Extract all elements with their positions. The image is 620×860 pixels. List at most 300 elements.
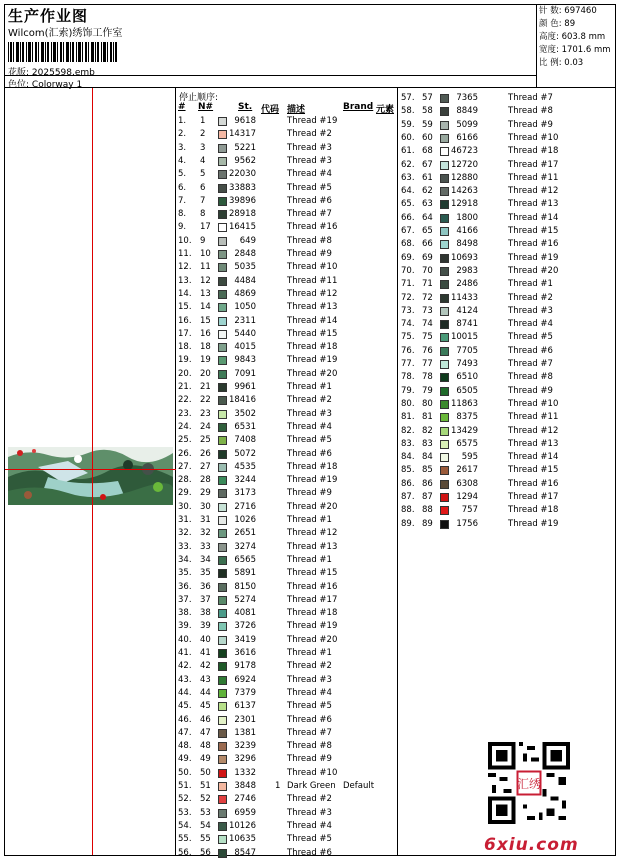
row-index: 41. bbox=[178, 648, 192, 658]
color-swatch bbox=[218, 636, 227, 645]
thread-row bbox=[176, 394, 398, 407]
color-swatch bbox=[440, 480, 449, 489]
row-needle: 25 bbox=[200, 435, 211, 446]
row-needle: 74 bbox=[422, 319, 433, 330]
row-needle: 62 bbox=[422, 186, 433, 197]
row-needle: 37 bbox=[200, 594, 211, 605]
color-swatch bbox=[440, 453, 449, 462]
row-index: 74. bbox=[401, 319, 415, 330]
row-needle: 33 bbox=[200, 541, 211, 552]
row-index: 85. bbox=[401, 465, 415, 476]
row-needle: 8 bbox=[200, 209, 206, 220]
row-index: 67. bbox=[401, 226, 415, 236]
row-index: 47. bbox=[178, 727, 192, 738]
thread-row bbox=[398, 292, 615, 305]
row-needle: 28 bbox=[200, 475, 211, 486]
row-stitches: 10693 bbox=[450, 252, 478, 263]
row-desc: Thread #10 bbox=[287, 262, 338, 273]
row-index: 30. bbox=[178, 501, 192, 512]
row-stitches: 9961 bbox=[234, 382, 256, 392]
row-needle: 81 bbox=[422, 412, 433, 423]
row-index: 20. bbox=[178, 368, 192, 379]
row-index: 40. bbox=[178, 634, 192, 645]
row-stitches: 9178 bbox=[234, 661, 256, 672]
row-index: 6. bbox=[178, 182, 187, 193]
color-swatch bbox=[440, 174, 449, 183]
row-index: 7. bbox=[178, 195, 187, 206]
thread-row bbox=[176, 434, 398, 447]
row-desc: Thread #4 bbox=[287, 687, 332, 698]
row-needle: 24 bbox=[200, 421, 211, 432]
row-index: 31. bbox=[178, 515, 192, 525]
row-desc: Thread #12 bbox=[287, 528, 338, 539]
row-needle: 70 bbox=[422, 265, 433, 276]
row-desc: Thread #5 bbox=[287, 435, 332, 446]
color-swatch bbox=[218, 463, 227, 472]
thread-row bbox=[398, 172, 615, 185]
row-stitches: 5072 bbox=[234, 448, 256, 459]
row-needle: 23 bbox=[200, 408, 211, 419]
row-stitches: 7379 bbox=[234, 687, 256, 698]
row-stitches: 3173 bbox=[234, 488, 256, 499]
thread-row bbox=[398, 478, 615, 491]
color-swatch bbox=[218, 543, 227, 552]
row-needle: 21 bbox=[200, 382, 211, 392]
thread-row bbox=[398, 518, 615, 531]
thread-row bbox=[398, 371, 615, 384]
row-stitches: 6308 bbox=[456, 478, 478, 489]
company-name: Wilcom(汇索)绣饰工作室 bbox=[8, 28, 123, 39]
row-stitches: 8547 bbox=[234, 847, 256, 858]
row-desc: Thread #2 bbox=[287, 661, 332, 672]
thread-row bbox=[176, 288, 398, 301]
row-stitches: 1026 bbox=[234, 515, 256, 525]
color-swatch bbox=[440, 294, 449, 303]
color-swatch bbox=[218, 822, 227, 831]
row-stitches: 5099 bbox=[456, 119, 478, 130]
row-index: 27. bbox=[178, 461, 192, 472]
color-swatch bbox=[218, 263, 227, 272]
color-swatch bbox=[218, 769, 227, 778]
row-needle: 36 bbox=[200, 581, 211, 592]
row-brand: Default bbox=[343, 781, 375, 791]
row-index: 62. bbox=[401, 159, 415, 170]
color-swatch bbox=[440, 320, 449, 329]
row-needle: 17 bbox=[200, 222, 211, 233]
row-desc: Thread #7 bbox=[287, 727, 332, 738]
row-index: 2. bbox=[178, 129, 187, 140]
row-desc: Thread #2 bbox=[287, 129, 332, 140]
row-desc: Thread #19 bbox=[287, 621, 338, 632]
color-swatch bbox=[218, 702, 227, 711]
color-swatch bbox=[218, 317, 227, 326]
row-index: 76. bbox=[401, 345, 415, 356]
color-swatch bbox=[218, 609, 227, 618]
row-desc: Thread #15 bbox=[508, 465, 559, 476]
row-needle: 26 bbox=[200, 448, 211, 459]
row-desc: Thread #18 bbox=[287, 608, 338, 619]
color-swatch bbox=[440, 107, 449, 116]
row-index: 1. bbox=[178, 116, 187, 126]
row-desc: Thread #7 bbox=[508, 359, 553, 369]
color-swatch bbox=[218, 556, 227, 565]
color-swatch bbox=[218, 197, 227, 206]
row-stitches: 2617 bbox=[456, 465, 478, 476]
row-index: 37. bbox=[178, 594, 192, 605]
row-desc: Thread #19 bbox=[287, 355, 338, 366]
row-needle: 22 bbox=[200, 395, 211, 406]
row-desc: Thread #10 bbox=[287, 767, 338, 778]
qr-code-icon bbox=[488, 742, 570, 824]
row-needle: 40 bbox=[200, 634, 211, 645]
row-index: 61. bbox=[401, 146, 415, 157]
thread-row bbox=[176, 820, 398, 833]
col-header-code: 代码 bbox=[261, 105, 280, 115]
row-needle: 7 bbox=[200, 195, 206, 206]
row-index: 57. bbox=[401, 93, 415, 103]
row-desc: Thread #3 bbox=[508, 305, 553, 316]
color-swatch bbox=[218, 529, 227, 538]
thread-row bbox=[398, 198, 615, 211]
color-swatch bbox=[218, 383, 227, 392]
thread-row bbox=[176, 567, 398, 580]
watermark: 6xiu.com bbox=[484, 835, 579, 855]
thread-row bbox=[398, 265, 615, 278]
row-stitches: 10126 bbox=[228, 820, 256, 831]
row-index: 19. bbox=[178, 355, 192, 366]
color-swatch bbox=[218, 330, 227, 339]
row-desc: Thread #15 bbox=[287, 328, 338, 339]
row-stitches: 12880 bbox=[450, 172, 478, 183]
row-stitches: 46723 bbox=[450, 146, 478, 157]
row-desc: Thread #4 bbox=[287, 820, 332, 831]
row-desc: Thread #9 bbox=[287, 754, 332, 765]
row-needle: 75 bbox=[422, 332, 433, 343]
row-index: 11. bbox=[178, 249, 192, 259]
row-needle: 39 bbox=[200, 621, 211, 632]
row-index: 50. bbox=[178, 767, 192, 778]
row-stitches: 1294 bbox=[456, 492, 478, 502]
row-needle: 20 bbox=[200, 368, 211, 379]
row-stitches: 1050 bbox=[234, 302, 256, 313]
row-desc: Thread #16 bbox=[508, 478, 559, 489]
row-needle: 63 bbox=[422, 199, 433, 210]
row-stitches: 1332 bbox=[234, 767, 256, 778]
row-index: 24. bbox=[178, 421, 192, 432]
row-stitches: 28918 bbox=[228, 209, 256, 220]
thread-row bbox=[176, 168, 398, 181]
row-index: 12. bbox=[178, 262, 192, 273]
row-desc: Thread #5 bbox=[508, 332, 553, 343]
row-needle: 9 bbox=[200, 235, 206, 246]
row-desc: Thread #13 bbox=[508, 438, 559, 449]
row-stitches: 9618 bbox=[234, 116, 256, 126]
row-desc: Thread #13 bbox=[508, 199, 559, 210]
row-needle: 41 bbox=[200, 648, 211, 658]
color-swatch bbox=[218, 583, 227, 592]
row-desc: Thread #3 bbox=[287, 408, 332, 419]
row-code: 1 bbox=[275, 781, 281, 791]
row-needle: 73 bbox=[422, 305, 433, 316]
color-swatch bbox=[440, 506, 449, 515]
row-desc: Thread #9 bbox=[287, 249, 332, 259]
row-needle: 69 bbox=[422, 252, 433, 263]
row-desc: Thread #10 bbox=[508, 132, 559, 143]
barcode-icon bbox=[8, 42, 118, 62]
row-stitches: 14263 bbox=[450, 186, 478, 197]
row-stitches: 2301 bbox=[234, 714, 256, 725]
row-needle: 1 bbox=[200, 116, 206, 126]
color-swatch bbox=[218, 343, 227, 352]
thread-row bbox=[176, 807, 398, 820]
row-stitches: 3616 bbox=[234, 648, 256, 658]
color-swatch bbox=[218, 503, 227, 512]
thread-row bbox=[398, 119, 615, 132]
row-needle: 27 bbox=[200, 461, 211, 472]
color-swatch bbox=[218, 835, 227, 844]
row-index: 25. bbox=[178, 435, 192, 446]
row-index: 66. bbox=[401, 212, 415, 223]
row-stitches: 39896 bbox=[228, 195, 256, 206]
row-needle: 32 bbox=[200, 528, 211, 539]
stat-scale: 比 例: 0.03 bbox=[539, 58, 584, 68]
row-index: 39. bbox=[178, 621, 192, 632]
color-swatch bbox=[440, 240, 449, 249]
row-needle: 83 bbox=[422, 438, 433, 449]
row-stitches: 7705 bbox=[456, 345, 478, 356]
row-desc: Thread #16 bbox=[287, 581, 338, 592]
row-needle: 72 bbox=[422, 292, 433, 303]
row-stitches: 8498 bbox=[456, 239, 478, 250]
row-needle: 66 bbox=[422, 239, 433, 250]
color-swatch bbox=[218, 356, 227, 365]
stat-height: 高度: 603.8 mm bbox=[539, 32, 606, 42]
header-panel bbox=[5, 5, 537, 88]
thread-row bbox=[176, 780, 398, 793]
row-needle: 46 bbox=[200, 714, 211, 725]
row-needle: 89 bbox=[422, 518, 433, 529]
row-desc: Thread #17 bbox=[287, 594, 338, 605]
row-index: 78. bbox=[401, 372, 415, 383]
row-desc: Thread #20 bbox=[287, 634, 338, 645]
thread-row bbox=[398, 358, 615, 371]
row-needle: 87 bbox=[422, 492, 433, 502]
color-swatch bbox=[218, 729, 227, 738]
page-title: 生产作业图 bbox=[8, 7, 89, 25]
row-needle: 15 bbox=[200, 315, 211, 326]
row-index: 14. bbox=[178, 288, 192, 299]
row-needle: 13 bbox=[200, 288, 211, 299]
row-needle: 65 bbox=[422, 226, 433, 236]
row-needle: 84 bbox=[422, 452, 433, 463]
row-index: 34. bbox=[178, 554, 192, 565]
color-swatch bbox=[440, 360, 449, 369]
row-desc: Thread #19 bbox=[508, 518, 559, 529]
row-desc: Thread #2 bbox=[287, 794, 332, 805]
thread-row bbox=[176, 714, 398, 727]
thread-row bbox=[176, 182, 398, 195]
thread-row bbox=[176, 700, 398, 713]
row-stitches: 3244 bbox=[234, 475, 256, 486]
row-index: 58. bbox=[401, 106, 415, 117]
color-swatch bbox=[440, 134, 449, 143]
row-stitches: 595 bbox=[461, 452, 478, 463]
divider bbox=[5, 75, 537, 76]
row-desc: Thread #11 bbox=[508, 172, 559, 183]
thread-row bbox=[398, 345, 615, 358]
row-stitches: 8150 bbox=[234, 581, 256, 592]
color-swatch bbox=[218, 130, 227, 139]
color-swatch bbox=[218, 849, 227, 858]
row-stitches: 7091 bbox=[234, 368, 256, 379]
thread-row bbox=[176, 408, 398, 421]
row-needle: 34 bbox=[200, 554, 211, 565]
thread-row bbox=[176, 487, 398, 500]
row-index: 56. bbox=[178, 847, 192, 858]
row-index: 54. bbox=[178, 820, 192, 831]
row-index: 52. bbox=[178, 794, 192, 805]
thread-row bbox=[176, 541, 398, 554]
thread-row bbox=[398, 238, 615, 251]
row-desc: Thread #19 bbox=[287, 116, 338, 126]
row-needle: 16 bbox=[200, 328, 211, 339]
thread-row bbox=[176, 128, 398, 141]
row-stitches: 2848 bbox=[234, 249, 256, 259]
row-needle: 82 bbox=[422, 425, 433, 436]
row-index: 13. bbox=[178, 275, 192, 286]
horizontal-guide-line bbox=[5, 469, 176, 470]
design-preview-image bbox=[8, 447, 173, 505]
row-needle: 5 bbox=[200, 169, 206, 180]
row-desc: Thread #6 bbox=[287, 714, 332, 725]
row-desc: Thread #16 bbox=[287, 222, 338, 233]
row-desc: Thread #2 bbox=[287, 395, 332, 406]
stat-colors: 颜 色: 89 bbox=[539, 19, 576, 29]
col-header-index: # bbox=[178, 102, 186, 112]
row-needle: 18 bbox=[200, 342, 211, 353]
row-needle: 53 bbox=[200, 807, 211, 818]
row-stitches: 3419 bbox=[234, 634, 256, 645]
row-needle: 49 bbox=[200, 754, 211, 765]
color-swatch bbox=[218, 689, 227, 698]
row-stitches: 1381 bbox=[234, 727, 256, 738]
row-desc: Thread #3 bbox=[287, 155, 332, 166]
row-needle: 79 bbox=[422, 385, 433, 396]
row-stitches: 14317 bbox=[228, 129, 256, 140]
row-index: 42. bbox=[178, 661, 192, 672]
row-index: 83. bbox=[401, 438, 415, 449]
row-index: 18. bbox=[178, 342, 192, 353]
row-stitches: 5221 bbox=[234, 142, 256, 153]
row-desc: Thread #16 bbox=[508, 239, 559, 250]
row-stitches: 2311 bbox=[234, 315, 256, 326]
thread-row bbox=[176, 248, 398, 261]
row-index: 35. bbox=[178, 568, 192, 579]
thread-row bbox=[176, 594, 398, 607]
row-desc: Thread #20 bbox=[287, 501, 338, 512]
color-swatch bbox=[218, 569, 227, 578]
thread-row bbox=[398, 145, 615, 158]
row-index: 29. bbox=[178, 488, 192, 499]
row-stitches: 7408 bbox=[234, 435, 256, 446]
thread-row bbox=[398, 411, 615, 424]
row-index: 63. bbox=[401, 172, 415, 183]
row-index: 88. bbox=[401, 505, 415, 516]
row-desc: Thread #8 bbox=[287, 235, 332, 246]
row-index: 38. bbox=[178, 608, 192, 619]
row-desc: Thread #20 bbox=[287, 368, 338, 379]
row-stitches: 3502 bbox=[234, 408, 256, 419]
row-needle: 67 bbox=[422, 159, 433, 170]
thread-row bbox=[176, 753, 398, 766]
thread-row bbox=[176, 527, 398, 540]
row-desc: Thread #15 bbox=[508, 226, 559, 236]
row-needle: 55 bbox=[200, 834, 211, 845]
thread-row bbox=[398, 159, 615, 172]
color-swatch bbox=[218, 782, 227, 791]
row-needle: 88 bbox=[422, 505, 433, 516]
thread-row bbox=[398, 464, 615, 477]
row-index: 65. bbox=[401, 199, 415, 210]
row-stitches: 33883 bbox=[228, 182, 256, 193]
row-desc: Dark Green bbox=[287, 781, 336, 791]
color-swatch bbox=[218, 277, 227, 286]
thread-list-column-1 bbox=[176, 88, 398, 858]
row-stitches: 4015 bbox=[234, 342, 256, 353]
thread-row bbox=[176, 554, 398, 567]
color-swatch bbox=[440, 161, 449, 170]
color-swatch bbox=[218, 450, 227, 459]
vertical-guide-line bbox=[92, 88, 93, 855]
row-index: 60. bbox=[401, 132, 415, 143]
row-desc: Thread #18 bbox=[287, 342, 338, 353]
row-stitches: 3726 bbox=[234, 621, 256, 632]
thread-row bbox=[176, 740, 398, 753]
color-swatch bbox=[218, 423, 227, 432]
row-needle: 12 bbox=[200, 275, 211, 286]
row-needle: 61 bbox=[422, 172, 433, 183]
color-swatch bbox=[440, 267, 449, 276]
thread-row bbox=[176, 328, 398, 341]
color-swatch bbox=[218, 237, 227, 246]
thread-row bbox=[176, 581, 398, 594]
thread-row bbox=[176, 315, 398, 328]
row-index: 69. bbox=[401, 252, 415, 263]
thread-row bbox=[398, 398, 615, 411]
thread-row bbox=[176, 501, 398, 514]
thread-row bbox=[176, 687, 398, 700]
color-swatch bbox=[440, 520, 449, 529]
row-stitches: 2983 bbox=[456, 265, 478, 276]
row-stitches: 2486 bbox=[456, 279, 478, 290]
row-stitches: 5440 bbox=[234, 328, 256, 339]
row-needle: 30 bbox=[200, 501, 211, 512]
row-stitches: 6575 bbox=[456, 438, 478, 449]
thread-row bbox=[398, 92, 615, 105]
row-stitches: 4081 bbox=[234, 608, 256, 619]
row-desc: Thread #18 bbox=[508, 505, 559, 516]
row-desc: Thread #11 bbox=[508, 412, 559, 423]
row-desc: Thread #1 bbox=[508, 279, 553, 290]
row-desc: Thread #12 bbox=[508, 186, 559, 197]
row-needle: 56 bbox=[200, 847, 211, 858]
row-stitches: 12918 bbox=[450, 199, 478, 210]
row-stitches: 18416 bbox=[228, 395, 256, 406]
row-index: 73. bbox=[401, 305, 415, 316]
thread-list-column-2 bbox=[398, 88, 615, 855]
row-desc: Thread #14 bbox=[508, 212, 559, 223]
row-desc: Thread #8 bbox=[508, 106, 553, 117]
